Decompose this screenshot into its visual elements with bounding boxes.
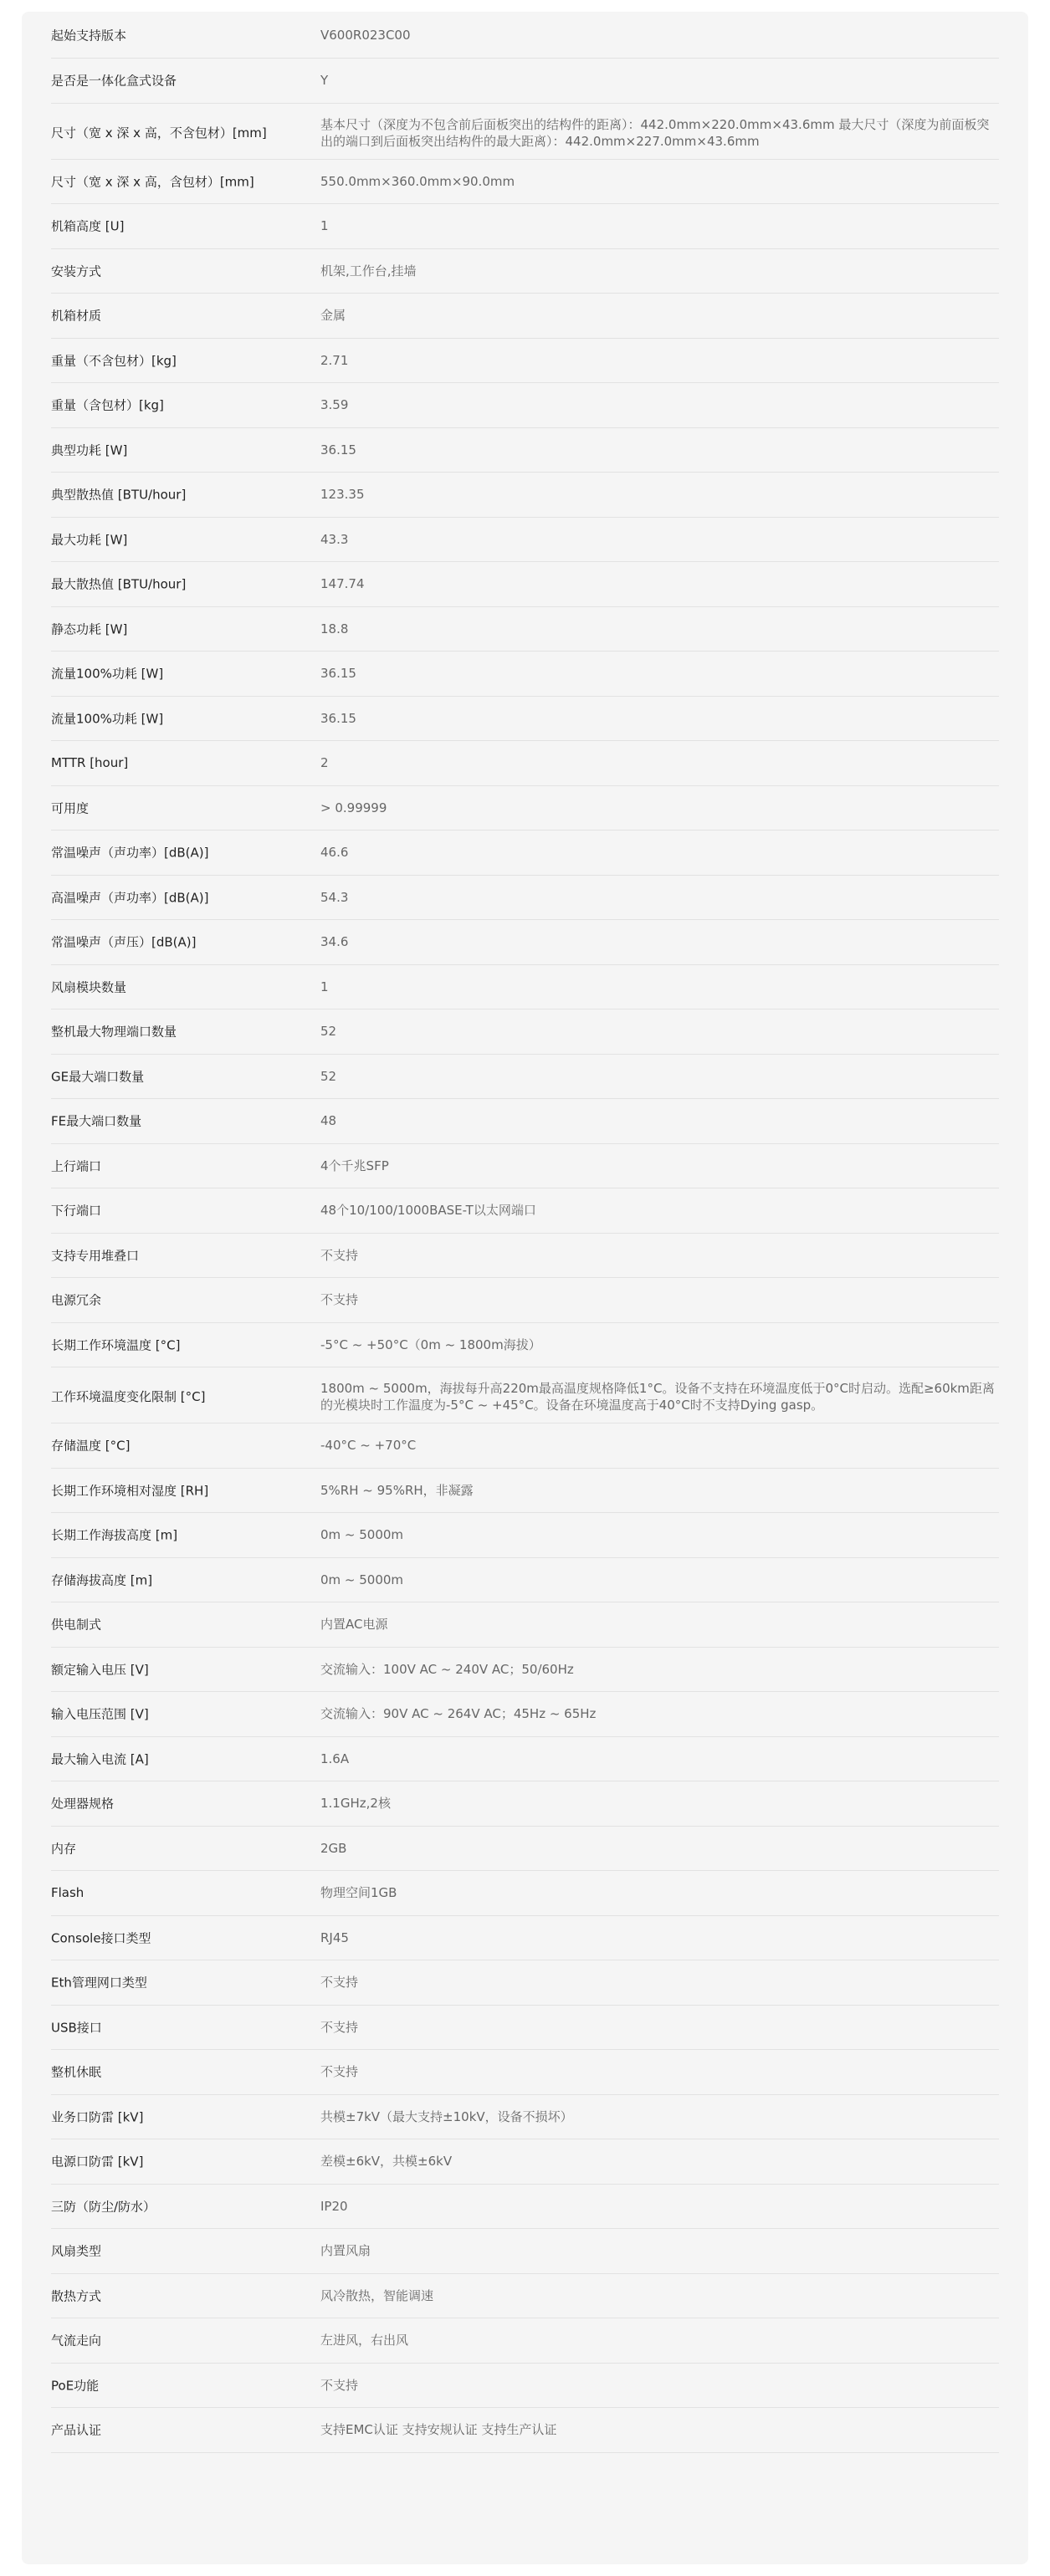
spec-value: 内置AC电源 (320, 1617, 388, 1633)
spec-label: 机箱高度 [U] (51, 218, 125, 234)
spec-label: 流量100%功耗 [W] (51, 666, 164, 682)
spec-row (51, 2006, 999, 2051)
spec-value: V600R023C00 (320, 27, 411, 43)
spec-label: 高温噪声（声功率）[dB(A)] (51, 890, 209, 906)
spec-row (51, 1871, 999, 1916)
spec-value: 机架,工作台,挂墙 (320, 263, 417, 279)
spec-value: 物理空间1GB (320, 1885, 397, 1901)
spec-value: 风冷散热，智能调速 (320, 2287, 434, 2303)
spec-value: 36.15 (320, 666, 356, 682)
spec-row (51, 920, 999, 965)
spec-row (51, 1781, 999, 1827)
spec-row (51, 1916, 999, 1961)
spec-row (51, 965, 999, 1010)
spec-value: 1800m ~ 5000m，海拔每升高220m最高温度规格降低1°C。设备不支持在环境温度低于0°C时启动。选配≥60km距离的光模块时工作温度为-5°C ~ +45°C。设备在环境温度高于40°C时不支持Dying gasp。 (320, 1381, 995, 1413)
spec-label: 上行端口 (51, 1158, 102, 1174)
spec-label: MTTR [hour] (51, 755, 129, 771)
spec-label: 存储海拔高度 [m] (51, 1572, 153, 1588)
spec-label: 散热方式 (51, 2288, 102, 2304)
spec-row (51, 1099, 999, 1144)
spec-value: 1 (320, 979, 329, 994)
spec-row (51, 428, 999, 473)
spec-value: 不支持 (320, 2064, 359, 2080)
spec-row (51, 1692, 999, 1737)
spec-value: 4个千兆SFP (320, 1158, 389, 1173)
spec-label: 工作环境温度变化限制 [°C] (51, 1389, 206, 1404)
spec-label: 尺寸（宽 x 深 x 高，不含包材）[mm] (51, 125, 267, 141)
spec-row (51, 1188, 999, 1234)
spec-row (51, 697, 999, 742)
spec-value: 不支持 (320, 2377, 359, 2393)
spec-value: 共模±7kV（最大支持±10kV，设备不损坏） (320, 2108, 573, 2124)
spec-value: IP20 (320, 2198, 348, 2214)
spec-label: 内存 (51, 1841, 77, 1857)
spec-value: 0m ~ 5000m (320, 1527, 404, 1543)
spec-value: 2 (320, 755, 329, 771)
spec-row (51, 1278, 999, 1323)
spec-label: 长期工作海拔高度 [m] (51, 1527, 178, 1543)
spec-label: 长期工作环境温度 [°C] (51, 1337, 181, 1353)
spec-label: 最大功耗 [W] (51, 532, 128, 548)
spec-value: 5%RH ~ 95%RH，非凝露 (320, 1482, 474, 1498)
spec-label: Eth管理网口类型 (51, 1975, 147, 1991)
spec-row (51, 12, 999, 59)
spec-value: 交流输入：90V AC ~ 264V AC；45Hz ~ 65Hz (320, 1706, 597, 1722)
spec-value: 不支持 (320, 1247, 359, 1263)
spec-value: 36.15 (320, 710, 356, 726)
spec-row (51, 160, 999, 205)
spec-row (51, 2229, 999, 2274)
spec-value: 52 (320, 1024, 337, 1040)
spec-card (22, 12, 1028, 2564)
spec-label: 额定输入电压 [V] (51, 1662, 149, 1678)
spec-label: Flash (51, 1885, 85, 1901)
spec-row (51, 562, 999, 607)
spec-value: 1 (320, 218, 329, 234)
spec-row (51, 473, 999, 518)
spec-label: 风扇模块数量 (51, 979, 127, 995)
spec-label: 重量（不含包材）[kg] (51, 353, 177, 369)
spec-value: 支持EMC认证 支持安规认证 支持生产认证 (320, 2422, 557, 2438)
spec-value: 不支持 (320, 2019, 359, 2035)
spec-row (51, 1323, 999, 1368)
spec-value: 1.1GHz,2核 (320, 1796, 391, 1812)
spec-value: 左进风，右出风 (320, 2333, 409, 2349)
spec-label: 输入电压范围 [V] (51, 1706, 149, 1722)
spec-row (51, 1558, 999, 1603)
spec-row (51, 1960, 999, 2006)
spec-value: 147.74 (320, 576, 365, 592)
spec-value: Y (320, 73, 329, 89)
spec-value: 54.3 (320, 889, 349, 905)
spec-value: RJ45 (320, 1929, 349, 1945)
spec-row (51, 59, 999, 104)
spec-label: 是否是一体化盒式设备 (51, 73, 177, 89)
spec-value: 123.35 (320, 487, 365, 503)
spec-row (51, 2274, 999, 2319)
spec-value: 43.3 (320, 531, 349, 547)
spec-label: Console接口类型 (51, 1930, 151, 1946)
spec-row (51, 741, 999, 786)
spec-row (51, 383, 999, 428)
spec-label: 三防（防尘/防水） (51, 2199, 156, 2215)
spec-row (51, 2185, 999, 2230)
spec-row (51, 104, 999, 160)
spec-value: 内置风扇 (320, 2243, 371, 2259)
spec-row (51, 1827, 999, 1872)
spec-value: 18.8 (320, 621, 349, 636)
spec-value: 1.6A (320, 1751, 350, 1766)
spec-label: 下行端口 (51, 1203, 102, 1219)
spec-row (51, 2408, 999, 2453)
spec-label: 静态功耗 [W] (51, 621, 128, 637)
spec-row (51, 1469, 999, 1514)
spec-row (51, 294, 999, 339)
spec-value: 基本尺寸（深度为不包含前后面板突出的结构件的距离）：442.0mm×220.0mm×43.6mm 最大尺寸（深度为前面板突出的端口到后面板突出结构件的最大距离）：442.0mm×227.0mm×43.6mm (320, 116, 990, 149)
spec-row (51, 2050, 999, 2095)
spec-value: 550.0mm×360.0mm×90.0mm (320, 173, 515, 189)
spec-label: 产品认证 (51, 2422, 102, 2438)
spec-label: 常温噪声（声功率）[dB(A)] (51, 845, 209, 861)
spec-row (51, 518, 999, 563)
spec-value: 不支持 (320, 1292, 359, 1308)
spec-label: PoE功能 (51, 2378, 100, 2394)
spec-row (51, 1234, 999, 1279)
spec-value: 不支持 (320, 1975, 359, 1991)
spec-row (51, 831, 999, 876)
spec-row (51, 2364, 999, 2409)
spec-row (51, 1009, 999, 1055)
spec-value: 52 (320, 1068, 337, 1084)
spec-value: 0m ~ 5000m (320, 1572, 404, 1587)
spec-value: 金属 (320, 308, 346, 324)
spec-label: 业务口防雷 [kV] (51, 2109, 144, 2125)
spec-value: 36.15 (320, 442, 356, 457)
spec-label: GE最大端口数量 (51, 1069, 145, 1085)
spec-label: 最大输入电流 [A] (51, 1751, 149, 1767)
spec-label: 处理器规格 (51, 1796, 115, 1812)
spec-row (51, 2139, 999, 2185)
spec-row (51, 1513, 999, 1558)
spec-row (51, 1648, 999, 1693)
spec-label: 典型散热值 [BTU/hour] (51, 487, 187, 503)
spec-value: 2.71 (320, 352, 349, 368)
spec-row (51, 1423, 999, 1469)
spec-value: -5°C ~ +50°C（0m ~ 1800m海拔） (320, 1337, 541, 1352)
spec-label: 可用度 (51, 800, 90, 816)
spec-row (51, 2095, 999, 2140)
spec-label: 电源冗余 (51, 1292, 102, 1308)
spec-label: FE最大端口数量 (51, 1113, 142, 1129)
spec-value: 46.6 (320, 845, 349, 861)
spec-value: 交流输入：100V AC ~ 240V AC；50/60Hz (320, 1661, 574, 1677)
spec-label: 最大散热值 [BTU/hour] (51, 576, 187, 592)
spec-label: 整机最大物理端口数量 (51, 1024, 177, 1040)
spec-value: 48个10/100/1000BASE-T以太网端口 (320, 1203, 536, 1219)
spec-label: 流量100%功耗 [W] (51, 711, 164, 727)
spec-label: 重量（含包材）[kg] (51, 397, 164, 413)
spec-row (51, 339, 999, 384)
spec-label: 电源口防雷 [kV] (51, 2154, 144, 2170)
spec-value: -40°C ~ +70°C (320, 1438, 417, 1454)
spec-row (51, 786, 999, 831)
spec-row (51, 876, 999, 921)
spec-row (51, 607, 999, 652)
spec-row (51, 652, 999, 697)
spec-label: 存储温度 [°C] (51, 1438, 131, 1454)
spec-value: 3.59 (320, 397, 349, 413)
spec-value: 34.6 (320, 934, 349, 950)
spec-row (51, 1367, 999, 1423)
spec-row (51, 204, 999, 249)
spec-row (51, 2318, 999, 2364)
spec-row (51, 1602, 999, 1648)
spec-label: 常温噪声（声压）[dB(A)] (51, 934, 197, 950)
spec-row (51, 1737, 999, 1782)
spec-row (51, 249, 999, 294)
spec-value: 差模±6kV，共模±6kV (320, 2154, 453, 2170)
spec-label: 机箱材质 (51, 308, 102, 324)
spec-label: 供电制式 (51, 1617, 102, 1633)
spec-label: 整机休眠 (51, 2064, 102, 2080)
spec-label: 气流走向 (51, 2333, 102, 2349)
spec-label: 长期工作环境相对湿度 [RH] (51, 1483, 209, 1499)
spec-row (51, 1144, 999, 1189)
spec-value: 48 (320, 1113, 337, 1129)
spec-label: 风扇类型 (51, 2243, 102, 2259)
spec-table (51, 12, 999, 2453)
spec-label: 尺寸（宽 x 深 x 高，含包材）[mm] (51, 174, 254, 190)
spec-value: > 0.99999 (320, 800, 387, 815)
spec-value: 2GB (320, 1840, 347, 1856)
spec-label: USB接口 (51, 2020, 102, 2036)
spec-label: 起始支持版本 (51, 28, 127, 43)
spec-label: 支持专用堆叠口 (51, 1248, 140, 1264)
spec-label: 典型功耗 [W] (51, 442, 128, 458)
spec-row (51, 1055, 999, 1100)
spec-label: 安装方式 (51, 263, 102, 279)
